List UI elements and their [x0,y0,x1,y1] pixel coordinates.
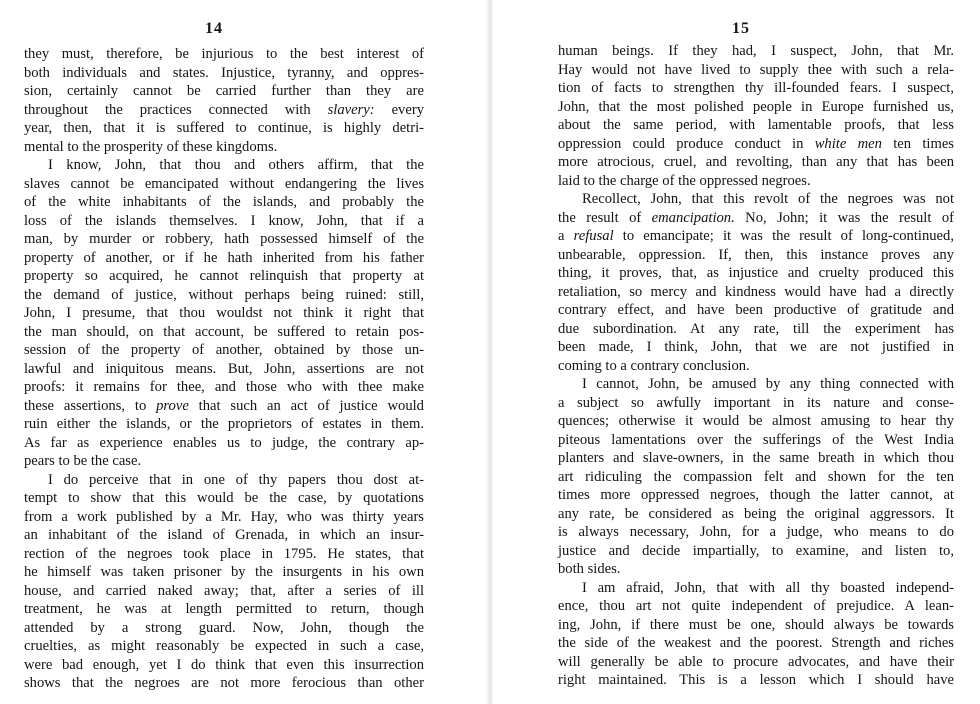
text-line: laid to the charge of the oppressed negroes. [558,172,811,189]
text-line: were bad enough, yet I do think that even this insurrection [24,656,424,673]
text-line: unbearable, oppression. If, then, this instance proves any [558,246,954,263]
text-line: property of another, or if he hath inherited from his father [24,249,424,266]
right-page [490,0,980,704]
text-line: slaves cannot be emancipated without endangering the lives [24,175,424,192]
text-line: the side of the weakest and the poorest. Strength and riches [558,635,954,651]
text-line: he himself was taken prisoner by the insurgents in his own [24,564,424,580]
page-number: 14 [205,20,223,37]
text-line: human beings. If they had, I suspect, John, that Mr. [558,43,954,59]
text-line: session of the property of another, obtained by those un- [24,342,424,358]
text-line: house, and carried naked away; that, after a series of ill [24,582,424,599]
text-line: thing, it proves, that, as injustice and cruelty produced this [558,265,954,281]
text-line: attended by a strong guard. Now, John, though the [24,619,424,636]
text-line: man, by murder or robbery, hath possessed himself of the [24,231,424,247]
text-line: property so acquired, he cannot relinquish that property at [24,268,424,284]
text-line: both sides. [558,561,621,577]
text-line: sion, certainly cannot be carried further than they are [24,83,424,99]
text-line: I know, John, that thou and others affirm, that the [48,157,424,173]
text-line: an inhabitant of the island of Grenada, in which an insur- [24,527,424,543]
text-line: mental to the prosperity of these kingdoms. [24,138,278,155]
text-line: As far as experience enables us to judge, the contrary ap- [24,434,424,451]
text-line: shows that the negroes are not more ferocious than other [24,675,424,691]
text-line: art ridiculing the compassion felt and shown for the ten [558,468,954,485]
text-line: loss of the islands themselves. I know, John, that if a [24,212,424,229]
text-line: tempt to show that this would be the case, by quotations [24,490,424,506]
text-line: treatment, he was at length permitted to return, though [24,601,424,617]
text-line: the demand of justice, without perhaps being ruined: still, [24,286,424,303]
text-line: proofs: it remains for thee, and those who with thee make [24,379,424,395]
text-line: contrary effect, and have been productive of gratitude and [558,302,954,318]
text-line: coming to a contrary conclusion. [558,357,750,374]
text-line: been made, I think, John, that we are not justified in [558,339,954,355]
text-line: is always necessary, John, for a judge, who means to do [558,524,954,540]
text-line: tion of facts to strengthen thy ill-founded fears. I suspect, [558,80,954,96]
text-line: throughout the practices connected with slavery: every [24,101,424,118]
text-line: retaliation, so mercy and kindness would have had a directly [558,283,954,300]
text-line: planters and slave-owners, in the same breath in which thou [558,450,954,466]
text-line: quences; otherwise it would be almost amusing to hear thy [558,413,954,429]
text-line: about the same period, with lamentable proofs, that less [558,117,954,133]
text-line: justice and decide impartially, to examine, and listen to, [558,542,954,559]
text-line: pears to be the case. [24,453,142,469]
text-line: ence, thou art not quite independent of prejudice. A lean- [558,598,954,614]
text-line: due subordination. At any rate, till the experiment has [558,320,954,337]
text-line: the man should, on that account, be suffered to retain pos- [24,323,424,340]
text-line: I cannot, John, be amused by any thing connected with [582,376,954,392]
text-line: times more oppressed negroes, though the latter cannot, at [558,487,954,503]
text-line: cruelties, as might reasonably be expected in such a case, [24,638,424,654]
text-line: ing, John, if there must be one, should always be towards [558,616,954,633]
text-line: Recollect, John, that this revolt of the negroes was not [582,191,954,207]
text-line: lawful and iniquitous means. But, John, assertions are not [24,360,424,377]
page-text [558,42,954,690]
text-line: John, that the most polished people in Europe furnished us, [558,98,954,115]
text-line: I am afraid, John, that with all thy boasted independ- [582,579,954,596]
text-line: oppression could produce conduct in white men ten times [558,135,954,152]
text-line: both individuals and states. Injustice, tyranny, and oppres- [24,64,424,81]
text-line: ruin either the islands, or the proprietors of estates in them. [24,416,424,432]
text-line: the result of emancipation. No, John; it was the result of [558,209,954,226]
page-text [24,45,424,693]
text-line: more atrocious, cruel, and revolting, than any that has been [558,154,954,170]
text-line: year, then, that it is suffered to continue, is highly detri- [24,120,424,136]
page-number: 15 [732,20,750,37]
text-line: from a work published by a Mr. Hay, who was thirty years [24,508,424,525]
text-line: piteous lamentations over the sufferings of the West India [558,431,954,448]
text-line: a subject so awfully important in its nature and conse- [558,394,954,411]
text-line: of the white inhabitants of the islands, and probably the [24,194,424,210]
text-line: Hay would not have lived to supply thee with such a rela- [558,61,954,78]
text-line: will generally be able to procure advocates, and have their [558,653,954,670]
text-line: these assertions, to prove that such an act of justice would [24,397,424,414]
text-line: any rate, be considered as being the original aggressors. It [558,505,954,522]
text-line: rection of the negroes took place in 1795. He states, that [24,545,424,562]
text-line: they must, therefore, be injurious to the best interest of [24,46,424,62]
text-line: John, I presume, that thou wouldst not think it right that [24,305,424,321]
text-line: I do perceive that in one of thy papers thou dost at- [48,471,424,488]
text-line: a refusal to emancipate; it was the result of long-continued, [558,228,954,244]
text-line: right maintained. This is a lesson which I should have [558,672,954,688]
